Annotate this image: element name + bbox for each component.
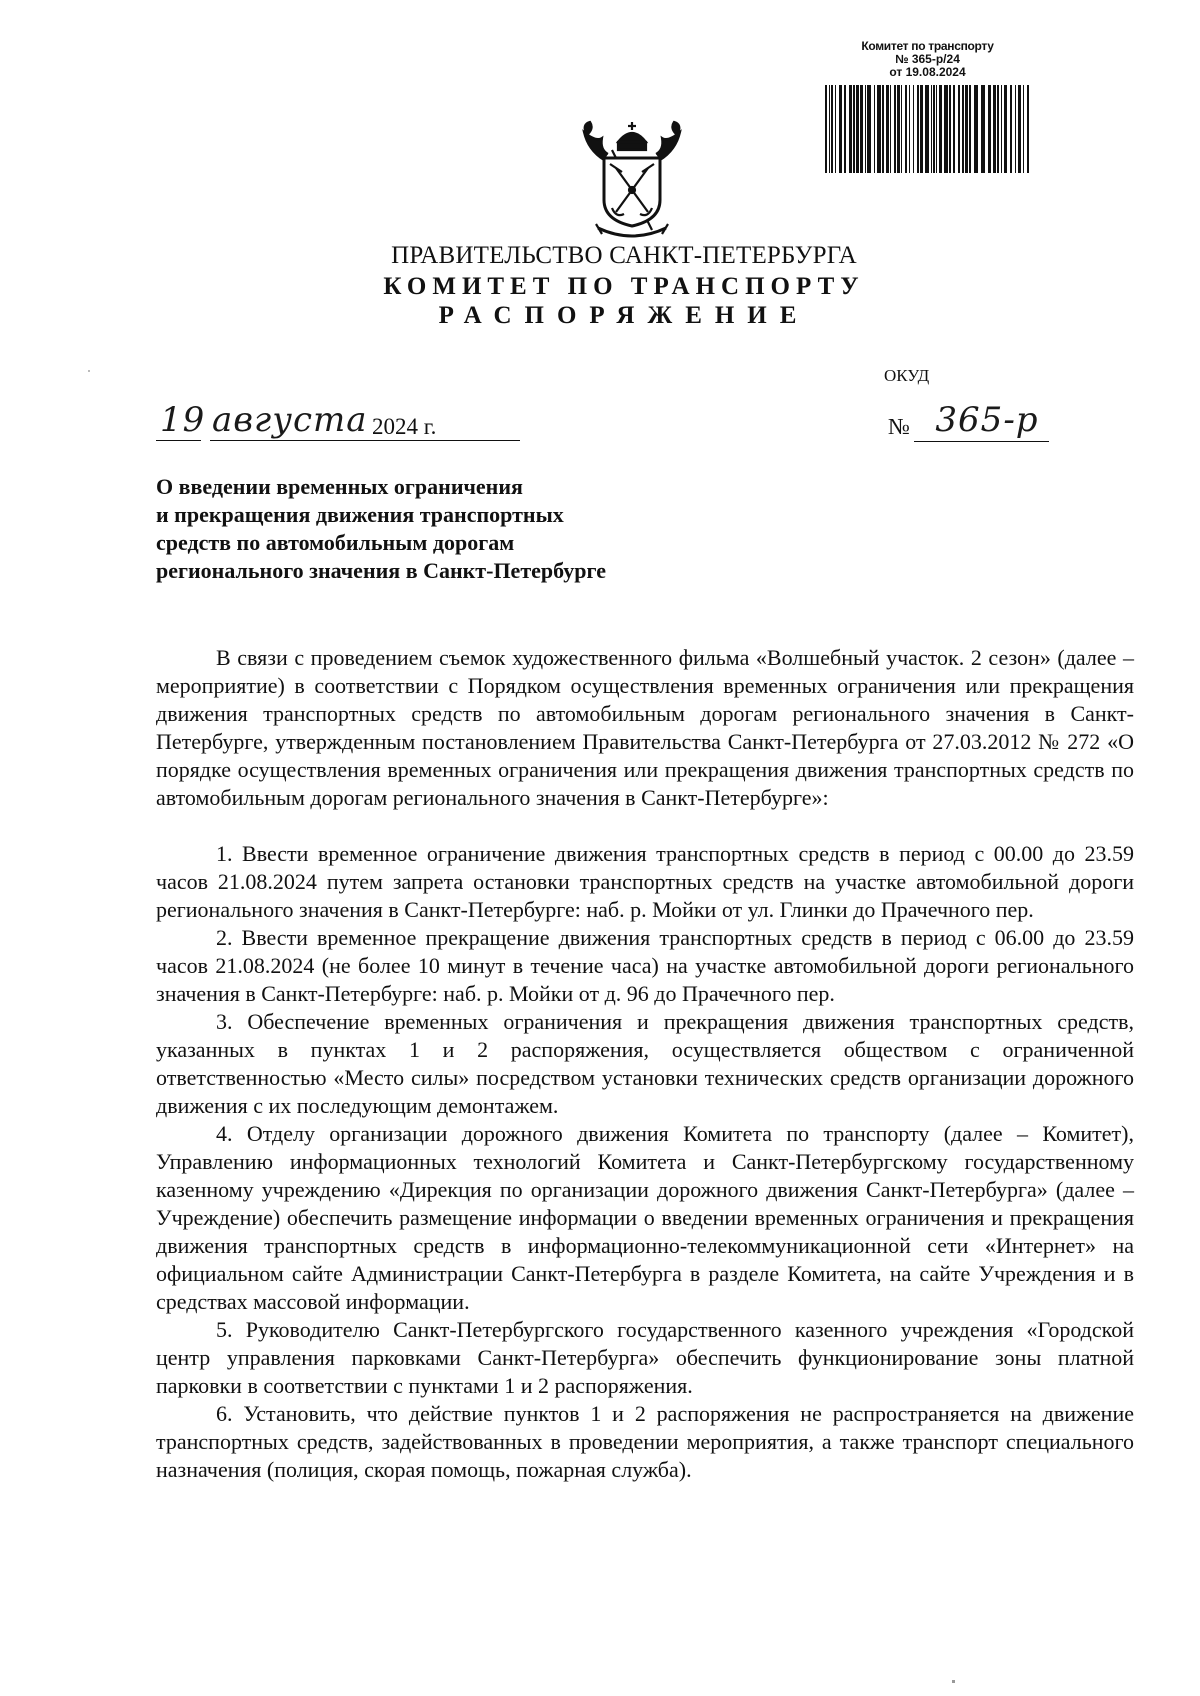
barcode-bar xyxy=(897,85,900,173)
order-item-3: 3. Обеспечение временных ограничения и прекращения движения транспортных средств, указанных в пунктах 1 и 2 распоряжения, осуществляется обществом с ограниченной ответственностью «Место силы» посредством установки технических средств организации дорожного движения с их последующим демонтажем. xyxy=(156,1009,1134,1118)
barcode-bar xyxy=(1023,85,1024,173)
barcode-bar xyxy=(909,85,910,173)
barcode-bar xyxy=(865,85,866,173)
registration-stamp xyxy=(820,40,1035,173)
government-title: ПРАВИТЕЛЬСТВО САНКТ-ПЕТЕРБУРГА xyxy=(391,242,857,269)
barcode-bar xyxy=(849,85,852,173)
barcode-bar xyxy=(882,85,884,173)
committee-title: КОМИТЕТ ПО ТРАНСПОРТУ xyxy=(383,273,865,300)
barcode-bar xyxy=(974,85,978,173)
date-year: 2024 г. xyxy=(372,414,437,439)
scan-speck xyxy=(952,1680,955,1683)
barcode-bar xyxy=(831,85,833,173)
subject-line: О введении временных ограничения xyxy=(156,474,523,499)
barcode-bar xyxy=(829,85,830,173)
barcode-bar xyxy=(877,85,881,173)
date-month: августа xyxy=(212,400,368,440)
barcode-bar xyxy=(925,85,929,173)
barcode-bar xyxy=(913,85,914,173)
order-item-1: 1. Ввести временное ограничение движения транспортных средств в период с 00.00 до 23.59 часов 21.08.2024 путем запрета остановки транспортных средств на участке автомобильной дороги регионального значения в Санкт-Петербурге: наб. р. Мойки от ул. Глинки до Прачечного пер. xyxy=(156,841,1134,922)
barcode-bar xyxy=(958,85,960,173)
barcode-bar xyxy=(988,85,991,173)
number-underline xyxy=(914,441,1049,442)
barcode-bar xyxy=(936,85,937,173)
barcode-bar xyxy=(944,85,948,173)
barcode-bar xyxy=(867,85,871,173)
barcode-bar xyxy=(920,85,923,173)
barcode-bar xyxy=(874,85,875,173)
order-item-4: 4. Отделу организации дорожного движения Комитета по транспорту (далее – Комитет), Управлению информационных технологий Комитета и Санкт-Петербургскому государственному казенному учреждению «Дирекция по организации дорожного движения Санкт-Петербурга» (далее – Учреждение) обеспечить размещение информации о введении временных ограничения и прекращения движения транспортных средств в информационно-телекоммуникационной сети «Интернет» на официальном сайте Администрации Санкт-Петербурга в разделе Комитета, на сайте Учреждения и в средствах массовой информации. xyxy=(156,1121,1134,1314)
date-month-underline xyxy=(210,440,520,441)
document-type-title: РАСПОРЯЖЕНИЕ xyxy=(438,302,810,329)
barcode-bar xyxy=(949,85,951,173)
barcode-bar xyxy=(965,85,968,173)
barcode-bar xyxy=(931,85,932,173)
barcode-bar xyxy=(939,85,942,173)
document-number: 365-р xyxy=(935,400,1039,440)
order-item-5: 5. Руководителю Санкт-Петербургского государственного казенного учреждения «Городской центр управления парковками Санкт-Петербурга» обеспечить функционирование зоны платной парковки в соответствии с пунктами 1 и 2 распоряжения. xyxy=(156,1317,1134,1398)
barcode-bar xyxy=(993,85,996,173)
subject-line: средств по автомобильным дорогам xyxy=(156,530,515,555)
st-petersburg-coat-of-arms-icon xyxy=(578,120,686,242)
barcode-bar xyxy=(835,85,836,173)
barcode-bar xyxy=(917,85,919,173)
barcode-bar xyxy=(1001,85,1002,173)
barcode-icon xyxy=(823,85,1033,173)
barcode-bar xyxy=(1010,85,1012,173)
barcode-bar xyxy=(1018,85,1021,173)
barcode-bar xyxy=(969,85,971,173)
order-item-2: 2. Ввести временное прекращение движения транспортных средств в период с 06.00 до 23.59 часов 21.08.2024 (не более 10 минут в течение часа) на участке автомобильной дороги регионального значения в Санкт-Петербурге: наб. р. Мойки от д. 96 до Прачечного пер. xyxy=(156,925,1134,1006)
barcode-bar xyxy=(886,85,889,173)
barcode-bar xyxy=(853,85,855,173)
date-day-underline xyxy=(156,440,201,441)
barcode-bar xyxy=(856,85,859,173)
barcode-bar xyxy=(1004,85,1007,173)
barcode-bar xyxy=(1015,85,1016,173)
barcode-bar xyxy=(844,85,846,173)
scan-speck xyxy=(88,370,90,372)
preamble-paragraph: В связи с проведением съемок художественного фильма «Волшебный участок. 2 сезон» (далее – мероприятие) в соответствии с Порядком осуществления временных ограничения или прекращения движения транспортных средств по автомобильным дорогам регионального значения в Санкт-Петербурге, утвержденным постановлением Правительства Санкт-Петербурга от 27.03.2012 № 272 «О порядке осуществления временных ограничения или прекращения движения транспортных средств по автомобильным дорогам регионального значения в Санкт-Петербурге»: xyxy=(156,645,1134,810)
stamp-line-2: № 365-р/24 xyxy=(895,52,960,66)
barcode-bar xyxy=(933,85,935,173)
date-day: 19 xyxy=(160,400,206,440)
subject-line: регионального значения в Санкт-Петербурге xyxy=(156,558,606,583)
stamp-line-3: от 19.08.2024 xyxy=(889,65,966,79)
barcode-bar xyxy=(905,85,907,173)
barcode-bar xyxy=(981,85,985,173)
barcode-bar xyxy=(890,85,891,173)
barcode-bar xyxy=(901,85,902,173)
barcode-bar xyxy=(839,85,842,173)
barcode-bar xyxy=(1027,85,1029,173)
barcode-bar xyxy=(997,85,999,173)
barcode-bar xyxy=(962,85,964,173)
barcode-bar xyxy=(860,85,863,173)
document-subject xyxy=(156,473,716,585)
order-item-6: 6. Установить, что действие пунктов 1 и 2 распоряжения не распространяется на движение транспортных средств, задействованных в проведении мероприятия, а также транспорт специального назначения (полиция, скорая помощь, пожарная служба). xyxy=(156,1401,1134,1482)
stamp-line-1: Комитет по транспорту xyxy=(861,39,994,53)
document-body xyxy=(156,644,1134,1484)
barcode-bar xyxy=(825,85,827,173)
barcode-bar xyxy=(953,85,955,173)
subject-line: и прекращения движения транспортных xyxy=(156,502,564,527)
number-sign: № xyxy=(888,414,910,439)
barcode-bar xyxy=(894,85,896,173)
okud-label: ОКУД xyxy=(884,366,930,385)
